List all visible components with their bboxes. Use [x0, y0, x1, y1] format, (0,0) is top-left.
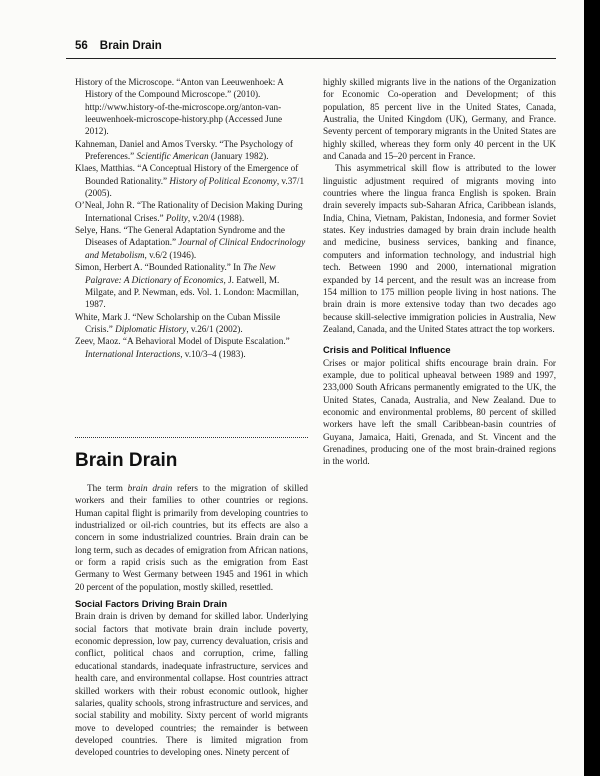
reference-item: Simon, Herbert A. “Bounded Rationality.” In The New Palgrave: A Dictionary of Economics, J. Eatwell, M. Milgate, and P. Newman, eds. Vol. 1. London: Macmillan, 1987. — [75, 262, 299, 310]
reference-list — [75, 76, 308, 360]
article-title: Brain Drain — [75, 450, 178, 471]
header-rule — [66, 58, 556, 59]
social-factors-paragraph-continued: highly skilled migrants live in the nations of the Organization for Economic Co-operation and Development; of this population, 85 percent live in the United States, Canada, Australia, the United Kingdom (UK), Germany, and France. Seventy percent of temporary migrants in the United States are highly skilled, whereas they form only 40 percent in the UK and Canada and 15–20 percent in France. — [323, 77, 556, 162]
intro-paragraph: The term brain drain refers to the migration of skilled workers and their families to other countries or regions. Human capital flight is primarily from developing countries to industrialized or oil-rich countries, but its effects are also a concern in some industrialized countries. Brain drain can be long term, such as decades of emigration from African nations, or form a rapid crisis such as the emigration from East Germany to West Germany between 1945 and 1961 in which 20 percent of the population, mostly skilled, resettled. — [75, 483, 308, 592]
article-body-left — [75, 482, 308, 759]
reference-item: Zeev, Maoz. “A Behavioral Model of Dispute Escalation.” International Interactions, v.10/3–4 (1983). — [75, 336, 290, 359]
section-heading-crisis: Crisis and Political Influence — [323, 344, 451, 356]
reference-item: White, Mark J. “New Scholarship on the Cuban Missile Crisis.” Diplomatic History, v.26/1 (2002). — [75, 311, 281, 334]
reference-item: Klaes, Matthias. “A Conceptual History of the Emergence of Bounded Rationality.” History of Political Economy, v.37/1 (2005). — [75, 163, 305, 199]
reference-item: O’Neal, John R. “The Rationality of Decision Making During International Crises.” Polity, v.20/4 (1988). — [75, 200, 303, 223]
skill-flow-paragraph: This asymmetrical skill flow is attributed to the lower linguistic adjustment required of migrants moving into countries where the lingua franca English is spoken. Brain drain severely impacts sub-Saharan Africa, Caribbean islands, India, China, Vietnam, Pakistan, Indonesia, and former Soviet states. Key industries damaged by brain drain include health and medicine, business services, banking and finance, computers and information technology, and industrial high tech. Between 1990 and 2000, international migration expanded by 14 percent, and the result was an increase from 154 million to 175 million people living in host nations. The brain drain is more extensive today than two decades ago because skill-selective immigration policies in Australia, New Zealand, Canada, and the United States attract the top workers. — [323, 163, 556, 334]
crisis-paragraph: Crises or major political shifts encourage brain drain. For example, due to political upheaval between 1989 and 1997, 233,000 South Africans permanently emigrated to the UK, the United States, Canada, Australia, and New Zealand. Due to economic and environmental problems, 80 percent of skilled workers have left the small Caribbean-basin countries of Guyana, Jamaica, Haiti, Grenada, and St. Vincent and the Grenadines, producing one of the most brain-drained regions in the world. — [323, 357, 556, 467]
page-number: 56 — [75, 40, 88, 52]
reference-item: Kahneman, Daniel and Amos Tversky. “The Psychology of Preferences.” Scientific American (January 1982). — [75, 138, 293, 162]
section-divider — [75, 437, 308, 438]
reference-item: History of the Microscope. “Anton van Leeuwenhoek: A History of the Compound Microscope.” (2010). http://www.history-of-the-microscope.org/anton-van-leeuwenhoek-microscope-history.php (Accessed June 2012). — [75, 77, 284, 137]
social-factors-paragraph: Brain drain is driven by demand for skilled labor. Underlying social factors that motivate brain drain include poverty, economic depression, low pay, currency devaluation, crisis and conflict, political chaos and corruption, crime, falling educational standards, inadequate infrastructure, services and health care, and environmental collapse. Host countries attract skilled workers with their robust economic outlook, higher salaries, quality schools, strong infrastructure and services, and social stability and mobility. Sixty percent of world migrants move to developed countries; the remainder is between developed countries. There is limited migration from developed countries to developing ones. Ninety percent of — [75, 611, 308, 758]
section-heading-social-factors: Social Factors Driving Brain Drain — [75, 598, 228, 610]
article-body-right — [323, 76, 556, 468]
running-head — [75, 40, 162, 52]
reference-item: Selye, Hans. “The General Adaptation Syndrome and the Diseases of Adaptation.” Journal of Clinical Endocrinology and Metabolism, v.6/2 (1946). — [75, 225, 306, 260]
running-title: Brain Drain — [99, 40, 162, 52]
